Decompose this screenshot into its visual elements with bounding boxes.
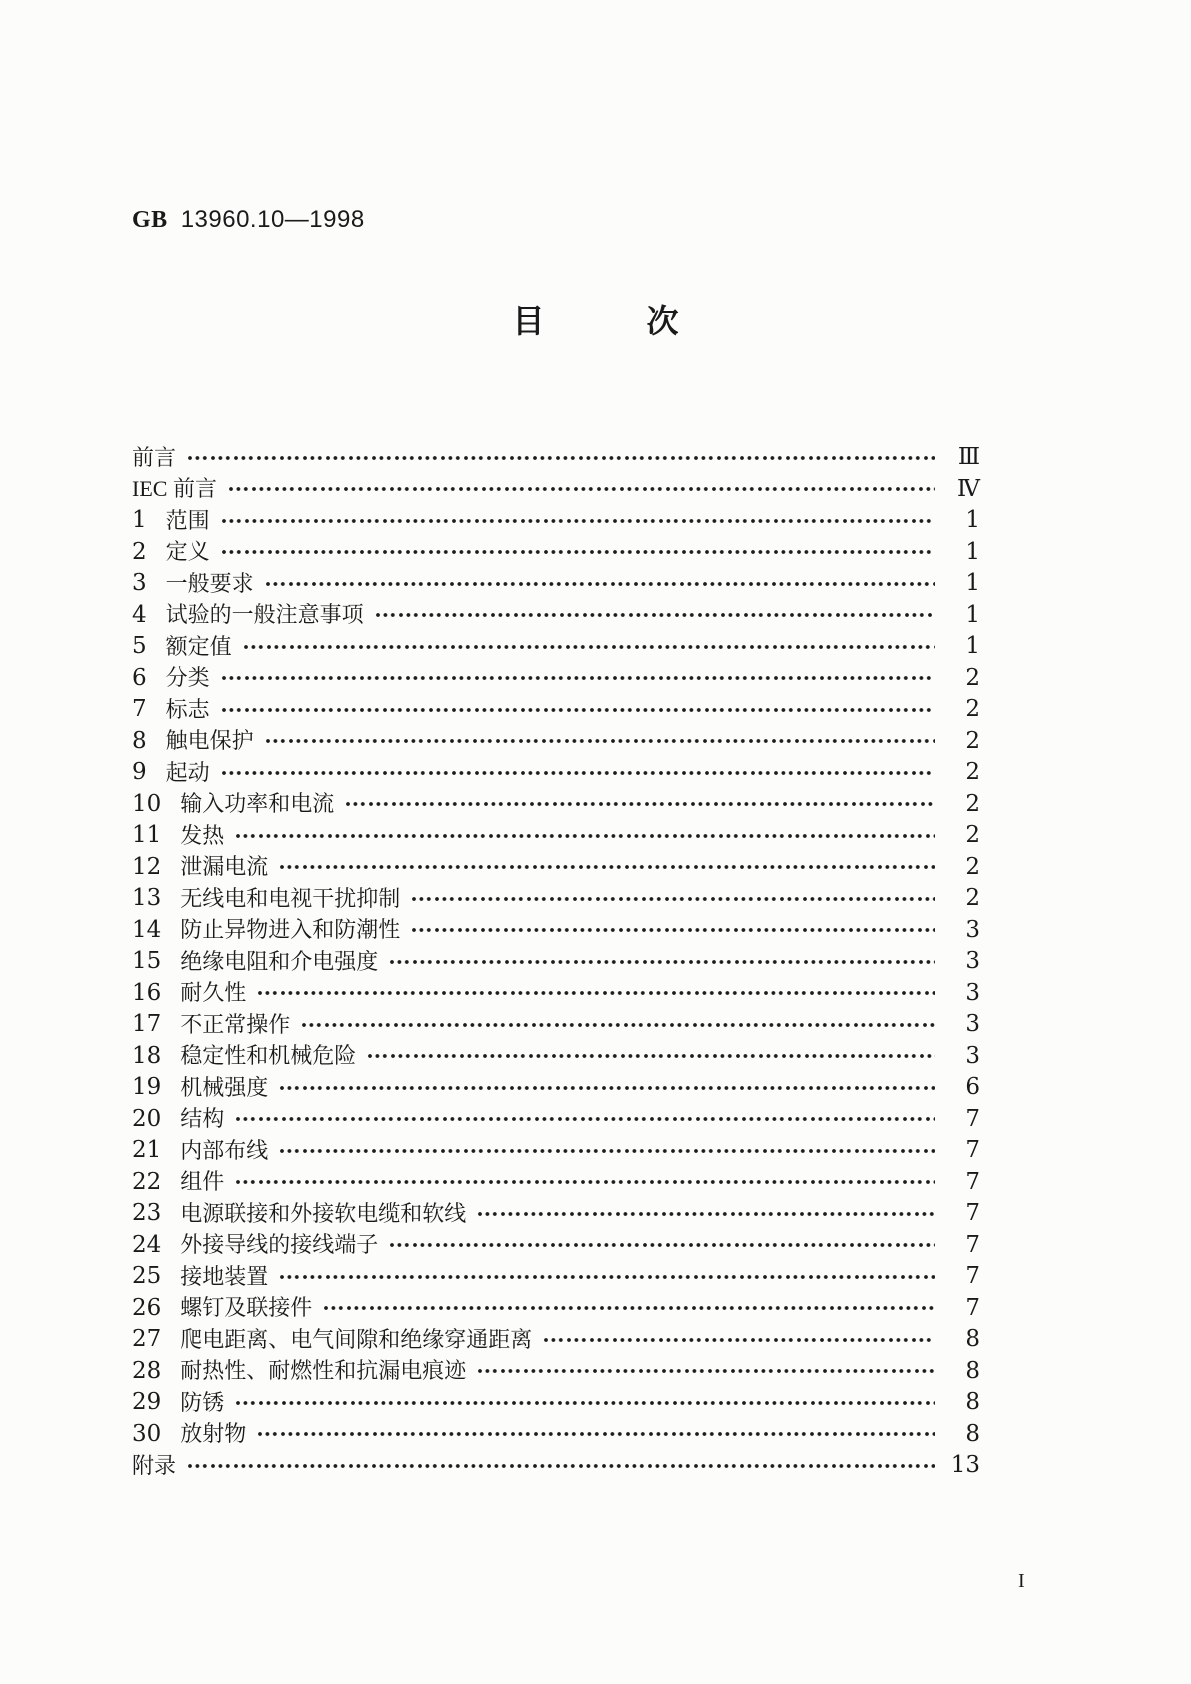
toc-entry-title: 定义: [165, 539, 210, 565]
dot-leader: [544, 1329, 935, 1351]
toc-entry-number: 25: [132, 1263, 162, 1290]
toc-entry-title: 外接导线的接线端子: [180, 1232, 379, 1258]
toc-entry: [132, 663, 980, 695]
toc-entry-number: 30: [132, 1420, 162, 1447]
folio-page-number: I: [1018, 1570, 1025, 1592]
toc-entry-number: 12: [132, 853, 162, 880]
toc-entry-number: 9: [132, 759, 147, 786]
toc-entry-page: 3: [965, 948, 980, 975]
dot-leader: [222, 541, 935, 563]
toc-entry-title: 输入功率和电流: [180, 791, 335, 817]
toc-entry-number: 7: [132, 696, 147, 723]
toc-entry-page: 7: [965, 1168, 980, 1195]
toc-entry-number: 4: [132, 601, 147, 628]
toc-entry-page: 1: [965, 570, 980, 597]
toc-entry: [132, 1135, 980, 1167]
toc-entry-page: 1: [965, 538, 980, 565]
toc-entry-page: 7: [965, 1200, 980, 1227]
toc-entry: [132, 474, 980, 506]
toc-entry-number: 24: [132, 1231, 162, 1258]
toc-entry-number: 3: [132, 570, 147, 597]
toc-entry: [132, 1261, 980, 1293]
dot-leader: [280, 1140, 935, 1162]
toc-entry-page: 6: [965, 1074, 980, 1101]
toc-entry-page: 1: [965, 507, 980, 534]
toc-entry: [132, 600, 980, 632]
page-title-char-left: 目: [512, 303, 545, 339]
toc-entry-title: 额定值: [165, 633, 232, 659]
dot-leader: [324, 1297, 935, 1319]
toc-entry-page: Ⅲ: [957, 444, 980, 471]
dot-leader: [376, 604, 935, 626]
toc-entry: [132, 1356, 980, 1388]
toc-entry-number: 27: [132, 1326, 162, 1353]
toc-entry: [132, 1293, 980, 1325]
dot-leader: [346, 793, 935, 815]
toc-entry: [132, 1167, 980, 1199]
toc-entry-number: 20: [132, 1105, 162, 1132]
dot-leader: [266, 730, 935, 752]
toc-entry-title: 防止异物进入和防潮性: [180, 917, 401, 943]
toc-entry: [132, 442, 980, 474]
toc-entry: [132, 1419, 980, 1451]
toc-entry: [132, 789, 980, 821]
toc-entry-page: 2: [965, 853, 980, 880]
toc-entry-number: 23: [132, 1200, 162, 1227]
page-title: [0, 304, 1191, 338]
toc-entry-number: 22: [132, 1168, 162, 1195]
toc-entry-title: 起动: [165, 759, 210, 785]
toc-entry-page: Ⅳ: [957, 475, 980, 502]
dot-leader: [368, 1045, 935, 1067]
toc-entry: [132, 978, 980, 1010]
toc-entry: [132, 631, 980, 663]
toc-entry-title: 内部布线: [180, 1137, 269, 1163]
toc-entry: [132, 1072, 980, 1104]
toc-entry: [132, 505, 980, 537]
dot-leader: [222, 667, 935, 689]
dot-leader: [236, 825, 935, 847]
dot-leader: [266, 573, 935, 595]
toc-entry-page: 8: [965, 1389, 980, 1416]
toc-entry: [132, 1387, 980, 1419]
toc-entry-page: 8: [965, 1326, 980, 1353]
toc-entry-title: 发热: [180, 822, 225, 848]
toc-entry: [132, 915, 980, 947]
dot-leader: [280, 1266, 935, 1288]
toc-entry-page: 2: [965, 885, 980, 912]
toc-entry: [132, 946, 980, 978]
toc-entry: [132, 1230, 980, 1262]
toc-entry: [132, 1198, 980, 1230]
toc-entry-title: IEC 前言: [132, 476, 217, 502]
table-of-contents: [132, 442, 980, 1482]
toc-entry-number: 19: [132, 1074, 162, 1101]
toc-entry-title: 试验的一般注意事项: [165, 602, 364, 628]
standard-code-number: 13960.10—1998: [180, 206, 365, 233]
toc-entry-number: 28: [132, 1357, 162, 1384]
toc-entry-title: 结构: [180, 1106, 225, 1132]
dot-leader: [258, 982, 935, 1004]
toc-entry-number: 14: [132, 916, 162, 943]
toc-entry-number: 17: [132, 1011, 162, 1038]
dot-leader: [478, 1203, 935, 1225]
toc-entry-title: 泄漏电流: [180, 854, 269, 880]
toc-entry-page: 1: [965, 633, 980, 660]
dot-leader: [280, 1077, 935, 1099]
toc-entry-page: 8: [965, 1357, 980, 1384]
toc-entry-title: 爬电距离、电气间隙和绝缘穿通距离: [180, 1326, 533, 1352]
toc-entry-page: 1: [965, 601, 980, 628]
toc-entry-title: 附录: [132, 1452, 177, 1478]
toc-entry-number: 8: [132, 727, 147, 754]
toc-entry-page: 2: [965, 759, 980, 786]
toc-entry-number: 29: [132, 1389, 162, 1416]
dot-leader: [478, 1360, 935, 1382]
dot-leader: [236, 1108, 935, 1130]
dot-leader: [188, 1455, 935, 1477]
toc-entry-title: 接地装置: [180, 1263, 269, 1289]
toc-entry-title: 触电保护: [165, 728, 254, 754]
toc-entry-number: 2: [132, 538, 147, 565]
toc-entry-title: 前言: [132, 444, 177, 470]
toc-entry: [132, 1104, 980, 1136]
toc-entry-number: 6: [132, 664, 147, 691]
toc-entry-number: 26: [132, 1294, 162, 1321]
toc-entry: [132, 726, 980, 758]
toc-entry-title: 范围: [165, 507, 210, 533]
toc-entry-page: 7: [965, 1231, 980, 1258]
toc-entry-number: 18: [132, 1042, 162, 1069]
toc-entry-page: 13: [950, 1452, 980, 1479]
dot-leader: [280, 856, 935, 878]
toc-entry-page: 3: [965, 916, 980, 943]
dot-leader: [302, 1014, 935, 1036]
toc-entry: [132, 568, 980, 600]
page-title-char-right: 次: [646, 303, 679, 339]
toc-entry-title: 机械强度: [180, 1074, 269, 1100]
toc-entry-page: 8: [965, 1420, 980, 1447]
toc-entry: [132, 1009, 980, 1041]
toc-entry: [132, 852, 980, 884]
toc-entry-page: 2: [965, 664, 980, 691]
dot-leader: [236, 1392, 935, 1414]
toc-entry-title: 组件: [180, 1169, 225, 1195]
toc-entry-number: 10: [132, 790, 162, 817]
dot-leader: [222, 699, 935, 721]
toc-entry: [132, 1324, 980, 1356]
toc-entry-number: 15: [132, 948, 162, 975]
dot-leader: [188, 447, 935, 469]
dot-leader: [390, 951, 935, 973]
toc-entry-page: 2: [965, 696, 980, 723]
dot-leader: [412, 919, 935, 941]
toc-entry: [132, 1041, 980, 1073]
toc-entry: [132, 1450, 980, 1482]
toc-entry-title: 无线电和电视干扰抑制: [180, 885, 401, 911]
toc-entry-page: 7: [965, 1137, 980, 1164]
toc-entry: [132, 694, 980, 726]
toc-entry-title: 分类: [165, 665, 210, 691]
toc-entry-title: 一般要求: [165, 570, 254, 596]
toc-entry-title: 螺钉及联接件: [180, 1295, 313, 1321]
toc-entry-number: 13: [132, 885, 162, 912]
standard-number: [132, 206, 365, 234]
toc-entry: [132, 820, 980, 852]
toc-entry-title: 放射物: [180, 1421, 247, 1447]
toc-entry-number: 16: [132, 979, 162, 1006]
dot-leader: [236, 1171, 935, 1193]
toc-entry-page: 3: [965, 1011, 980, 1038]
toc-entry-page: 3: [965, 1042, 980, 1069]
toc-entry-page: 2: [965, 727, 980, 754]
toc-entry-page: 7: [965, 1294, 980, 1321]
toc-entry-title: 耐热性、耐燃性和抗漏电痕迹: [180, 1358, 467, 1384]
toc-entry-page: 7: [965, 1263, 980, 1290]
standard-code-prefix: GB: [132, 207, 168, 233]
toc-entry-number: 11: [132, 822, 162, 849]
dot-leader: [222, 762, 935, 784]
toc-entry-title: 电源联接和外接软电缆和软线: [180, 1200, 467, 1226]
toc-entry-title: 耐久性: [180, 980, 247, 1006]
toc-entry-title: 标志: [165, 696, 210, 722]
dot-leader: [412, 888, 935, 910]
dot-leader: [229, 478, 935, 500]
dot-leader: [258, 1423, 935, 1445]
toc-entry: [132, 883, 980, 915]
dot-leader: [390, 1234, 935, 1256]
toc-entry-page: 2: [965, 822, 980, 849]
toc-entry-page: 2: [965, 790, 980, 817]
toc-entry-title: 防锈: [180, 1389, 225, 1415]
toc-entry-number: 21: [132, 1137, 162, 1164]
toc-entry-number: 1: [132, 507, 147, 534]
toc-entry-page: 3: [965, 979, 980, 1006]
toc-entry-title: 稳定性和机械危险: [180, 1043, 357, 1069]
dot-leader: [244, 636, 935, 658]
toc-entry-number: 5: [132, 633, 147, 660]
dot-leader: [222, 510, 935, 532]
toc-entry-title: 绝缘电阻和介电强度: [180, 948, 379, 974]
toc-entry: [132, 757, 980, 789]
toc-entry-page: 7: [965, 1105, 980, 1132]
toc-entry: [132, 537, 980, 569]
toc-entry-title: 不正常操作: [180, 1011, 291, 1037]
